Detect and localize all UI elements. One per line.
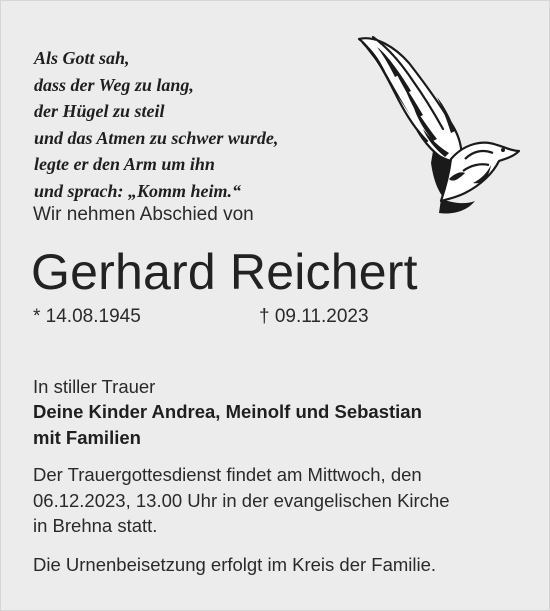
service-line: in Brehna statt. [33, 515, 158, 536]
poem-line: Als Gott sah, [34, 48, 130, 68]
birth-date: * 14.08.1945 [33, 306, 141, 327]
poem-line: und sprach: „Komm heim.“ [34, 180, 242, 201]
family-names [33, 399, 422, 451]
service-info [33, 462, 450, 539]
praying-hands-dove-icon [353, 33, 523, 218]
service-line: Der Trauergottesdienst findet am Mittwoch, den [33, 464, 422, 485]
poem-line: und das Atmen zu schwer wurde, [34, 127, 279, 148]
poem-line: der Hügel zu steil [34, 101, 165, 122]
poem-line: dass der Weg zu lang, [34, 74, 194, 95]
farewell-intro: Wir nehmen Abschied von [33, 204, 254, 225]
burial-info: Die Urnenbeisetzung erfolgt im Kreis der Familie. [33, 554, 437, 575]
mourning-heading: In stiller Trauer [33, 376, 156, 397]
deceased-name: Gerhard Reichert [31, 244, 418, 300]
death-date: † 09.11.2023 [259, 306, 369, 327]
poem [34, 45, 278, 205]
poem-line: legte er den Arm um ihn [34, 154, 215, 175]
family-line: mit Familien [33, 427, 141, 448]
service-line: 06.12.2023, 13.00 Uhr in der evangelischen Kirche [33, 489, 450, 511]
family-line: Deine Kinder Andrea, Meinolf und Sebastian [33, 401, 422, 422]
